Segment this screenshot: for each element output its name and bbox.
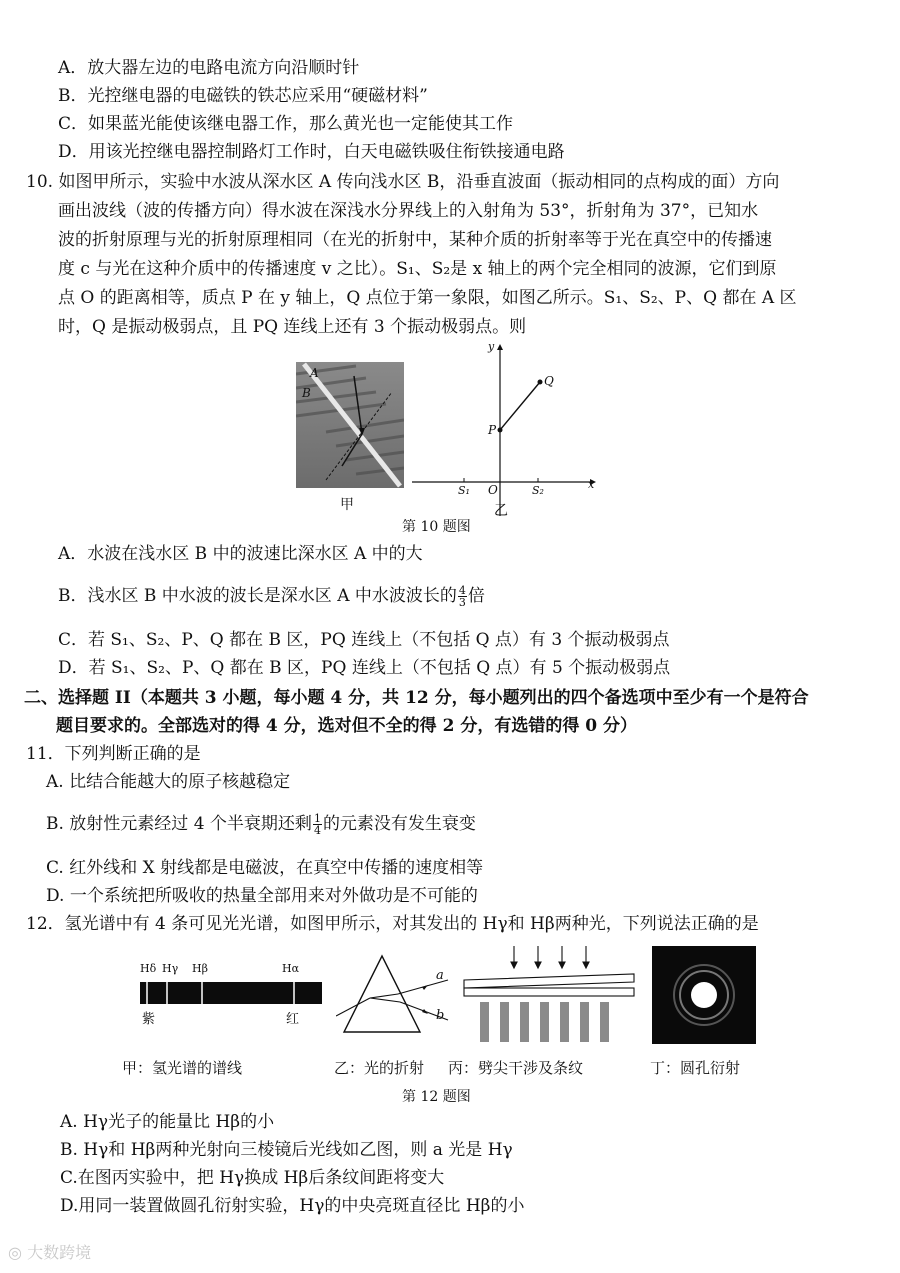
water-wave-photo	[296, 362, 404, 488]
q11-option-d: D. 一个系统把所吸收的热量全部用来对外做功是不可能的	[46, 886, 478, 906]
q12-figure-spectrum	[140, 960, 326, 1030]
x-axis-label: x	[588, 478, 595, 491]
q10-stem-line-1: 10. 如图甲所示，实验中水波从深水区 A 传向浅水区 B，沿垂直波面（振动相同的点构成的面）方向	[26, 172, 780, 192]
fraction-one-quarter	[313, 813, 322, 836]
q10-option-c: C．若 S₁、S₂、P、Q 都在 B 区，PQ 连线上（不包括 Q 点）有 3 个振动极弱点	[58, 630, 670, 650]
figure-12-caption: 第 12 题图	[402, 1089, 471, 1105]
q10-stem-line-2: 画出波线（波的传播方向）得水波在深浅水分界线上的入射角为 53°，折射角为 37°，已知水	[58, 201, 759, 221]
point-q-label: Q	[544, 374, 554, 388]
section-2-heading-line-1: 二、选择题 II（本题共 3 小题，每小题 4 分，共 12 分，每小题列出的四个备选项中至少有一个是符合	[24, 688, 809, 708]
h-beta-label: Hβ	[192, 962, 208, 975]
fraction-numerator: 4	[458, 584, 466, 597]
q10-figure-yi	[408, 340, 598, 520]
q9-option-c: C．如果蓝光能使该继电器工作，那么黄光也一定能使其工作	[58, 114, 514, 134]
q12-option-d: D.用同一装置做圆孔衍射实验，Hγ的中央亮斑直径比 Hβ的小	[60, 1196, 525, 1216]
q10-option-b-suffix: 倍	[467, 586, 485, 606]
q12-option-a: A. Hγ光子的能量比 Hβ的小	[60, 1112, 275, 1132]
y-axis-label: y	[488, 340, 495, 353]
q11-option-b-text: B. 放射性元素经过 4 个半衰期还剩	[46, 814, 312, 834]
h-delta-label: Hδ	[140, 962, 157, 975]
ray-b-label: b	[436, 1008, 445, 1023]
q10-stem-line-4: 度 c 与光在这种介质中的传播速度 v 之比）。S₁、S₂是 x 轴上的两个完全相同的波源，它们到原	[58, 259, 777, 279]
q12-figure-wedge	[462, 944, 644, 1046]
figure-10-caption: 第 10 题图	[402, 519, 471, 535]
region-b-label: B	[302, 386, 311, 400]
caption-bing: 丙：劈尖干涉及条纹	[448, 1059, 584, 1077]
q9-option-b: B．光控继电器的电磁铁的铁芯应采用“硬磁材料”	[58, 86, 428, 106]
watermark	[8, 1240, 91, 1263]
fraction-denominator: 4	[313, 824, 321, 837]
wedge-interference-diagram	[462, 944, 644, 1046]
q10-figure-jia	[296, 362, 404, 488]
h-gamma-label: Hγ	[162, 962, 179, 975]
point-p-label: P	[488, 423, 497, 437]
figure-yi-label: 乙	[494, 503, 508, 519]
coordinate-axes	[408, 340, 598, 520]
q10-option-d: D．若 S₁、S₂、P、Q 都在 B 区，PQ 连线上（不包括 Q 点）有 5 个振动极弱点	[58, 658, 671, 678]
q10-stem-line-5: 点 O 的距离相等，质点 P 在 y 轴上，Q 点位于第一象限，如图乙所示。S₁、S₂、P、Q 都在 A 区	[58, 288, 797, 308]
caption-ding: 丁：圆孔衍射	[650, 1059, 741, 1077]
q10-option-b	[58, 584, 485, 608]
q11-option-b	[46, 812, 476, 836]
spectrum-bar	[140, 980, 326, 1006]
prism-diagram	[336, 950, 456, 1040]
fraction-denominator: 3	[458, 596, 466, 609]
region-a-label: A	[310, 366, 319, 380]
source-s1-label: S₁	[458, 484, 470, 497]
q11-option-a: A. 比结合能越大的原子核越稳定	[46, 772, 291, 792]
figure-jia-label: 甲	[340, 497, 354, 513]
caption-jia: 甲：氢光谱的谱线	[122, 1059, 243, 1077]
q10-option-b-text: B．浅水区 B 中水波的波长是深水区 A 中水波波长的	[58, 586, 457, 606]
ray-a-label: a	[436, 968, 444, 983]
q10-stem-line-3: 波的折射原理与光的折射原理相同（在光的折射中，某种介质的折射率等于光在真空中的传播速	[58, 230, 772, 250]
section-2-heading-line-2: 题目要求的。全部选对的得 4 分，选对但不全的得 2 分，有选错的得 0 分）	[56, 716, 637, 736]
watermark-logo-icon: ◎	[8, 1243, 22, 1262]
violet-label: 紫	[142, 1012, 156, 1027]
fraction-numerator: 1	[313, 812, 321, 825]
h-alpha-label: Hα	[282, 962, 300, 975]
origin-label: O	[488, 483, 498, 497]
watermark-text: 大数跨境	[27, 1243, 92, 1262]
q12-figure-prism	[336, 950, 456, 1040]
q12-stem: 12．氢光谱中有 4 条可见光光谱，如图甲所示，对其发出的 Hγ和 Hβ两种光，下列说法正确的是	[26, 914, 759, 934]
caption-yi: 乙：光的折射	[334, 1059, 425, 1077]
q12-option-c: C.在图丙实验中，把 Hγ换成 Hβ后条纹间距将变大	[60, 1168, 445, 1188]
q12-figure-diffraction	[652, 946, 756, 1044]
q11-option-c: C. 红外线和 X 射线都是电磁波，在真空中传播的速度相等	[46, 858, 484, 878]
source-s2-label: S₂	[532, 484, 544, 497]
red-label: 红	[286, 1012, 300, 1027]
q10-option-a: A．水波在浅水区 B 中的波速比深水区 A 中的大	[58, 544, 423, 564]
q9-option-a: A．放大器左边的电路电流方向沿顺时针	[58, 58, 360, 78]
q11-stem: 11．下列判断正确的是	[26, 744, 201, 764]
q12-option-b: B. Hγ和 Hβ两种光射向三棱镜后光线如乙图，则 a 光是 Hγ	[60, 1140, 513, 1160]
circular-diffraction-pattern	[652, 946, 756, 1044]
q11-option-b-suffix: 的元素没有发生衰变	[322, 814, 476, 834]
fraction-four-thirds	[458, 585, 467, 608]
q9-option-d: D．用该光控继电器控制路灯工作时，白天电磁铁吸住衔铁接通电路	[58, 142, 565, 162]
q10-stem-line-6: 时，Q 是振动极弱点，且 PQ 连线上还有 3 个振动极弱点。则	[58, 317, 527, 337]
